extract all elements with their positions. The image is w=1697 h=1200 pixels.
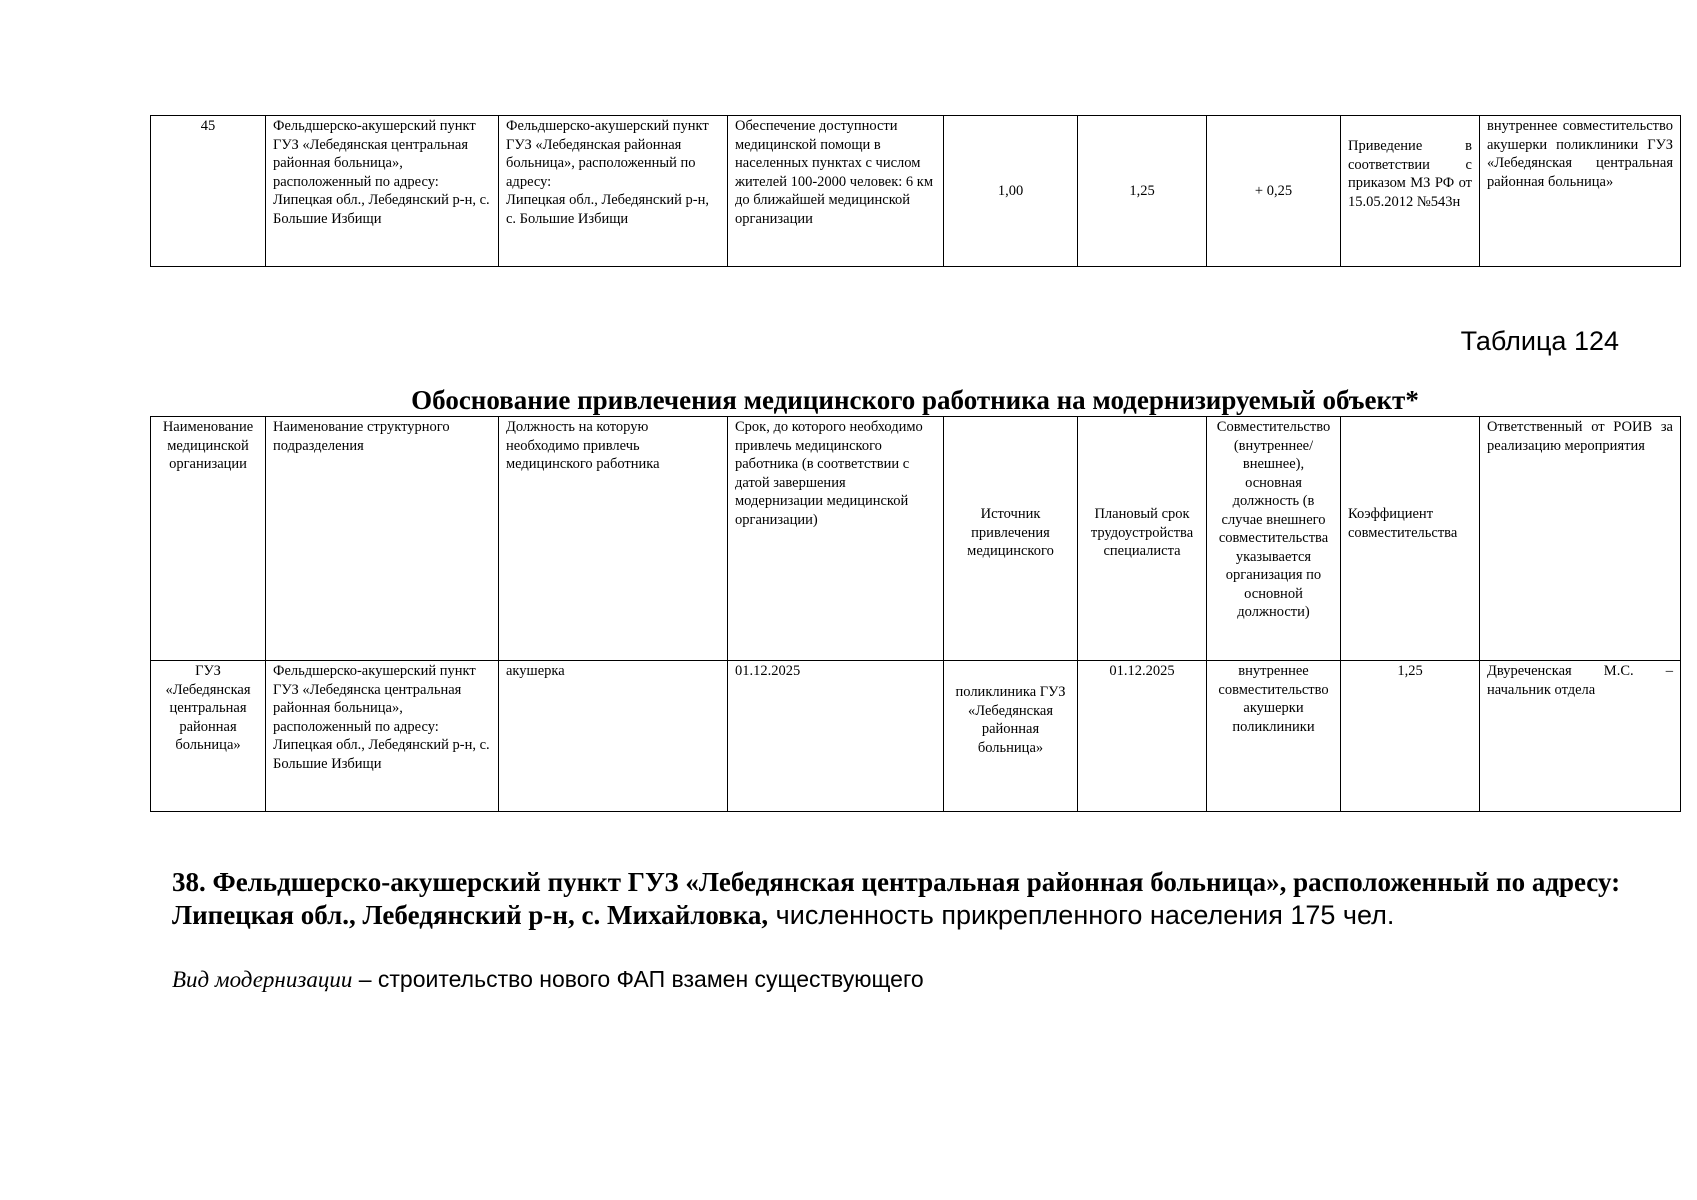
section-heading-bold: 38. Фельдшерско-акушерский пункт ГУЗ «Лебедянская центральная районная больница», расположенный по адресу: Липецкая обл., Лебедянский р-н, с. Михайловка, xyxy=(172,867,1621,930)
combination-cell: внутреннее совместительство акушерки поликлиники xyxy=(1207,661,1341,812)
header-responsible: Ответственный от РОИВ за реализацию мероприятия xyxy=(1480,417,1681,661)
org-cell: ГУЗ «Лебедянская центральная районная больница» xyxy=(151,661,266,812)
deadline-cell: 01.12.2025 xyxy=(728,661,944,812)
modernization-line xyxy=(172,966,924,993)
delta-cell: + 0,25 xyxy=(1207,116,1341,267)
unit-cell: Фельдшерско-акушерский пункт ГУЗ «Лебедянска центральная районная больница», расположенный по адресу: Липецкая обл., Лебедянский р-н, с. Большие Избищи xyxy=(266,661,499,812)
reason-cell: Обеспечение доступности медицинской помощи в населенных пунктах с числом жителей 100-2000 человек: 6 км до ближайшей медицинской организации xyxy=(728,116,944,267)
header-combination: Совместительство (внутреннее/внешнее), основная должность (в случае внешнего совместительства указывается организация по основной должности) xyxy=(1207,417,1341,661)
table-row xyxy=(151,116,1681,267)
value-required-cell: 1,25 xyxy=(1078,116,1207,267)
source-cell: поликлиника ГУЗ «Лебедянская районная больница» xyxy=(944,661,1078,812)
header-row xyxy=(151,417,1681,661)
modernization-text: – строительство нового ФАП взамен существующего xyxy=(352,966,924,992)
header-position: Должность на которую необходимо привлечь медицинского работника xyxy=(499,417,728,661)
header-source: Источник привлечения медицинского xyxy=(944,417,1078,661)
previous-table xyxy=(150,115,1681,267)
unit-cell-2: Фельдшерско-акушерский пункт ГУЗ «Лебедянская районная больница», расположенный по адресу: Липецкая обл., Лебедянский р-н, с. Большие Избищи xyxy=(499,116,728,267)
coefficient-cell: 1,25 xyxy=(1341,661,1480,812)
table-row xyxy=(151,661,1681,812)
header-deadline: Срок, до которого необходимо привлечь медицинского работника (в соответствии с датой завершения модернизации медицинской организации) xyxy=(728,417,944,661)
header-plan-date: Плановый срок трудоустройства специалиста xyxy=(1078,417,1207,661)
unit-cell: Фельдшерско-акушерский пункт ГУЗ «Лебедянская центральная районная больница», расположенный по адресу: Липецкая обл., Лебедянский р-н, с. Большие Избищи xyxy=(266,116,499,267)
basis-cell: Приведение в соответствии с приказом МЗ РФ от 15.05.2012 №543н xyxy=(1341,116,1480,267)
row-number: 45 xyxy=(151,116,266,267)
note-cell: внутреннее совместительство акушерки поликлиники ГУЗ «Лебедянская центральная районная больница» xyxy=(1480,116,1681,267)
section-heading-regular: численность прикрепленного населения 175 чел. xyxy=(768,900,1395,930)
responsible-cell: Двуреченская М.С. – начальник отдела xyxy=(1480,661,1681,812)
modernization-label: Вид модернизации xyxy=(172,967,353,992)
table-caption: Таблица 124 xyxy=(1460,326,1619,356)
main-table xyxy=(150,416,1681,812)
plan-date-cell: 01.12.2025 xyxy=(1078,661,1207,812)
value-current-cell: 1,00 xyxy=(944,116,1078,267)
header-unit: Наименование структурного подразделения xyxy=(266,417,499,661)
position-cell: акушерка xyxy=(499,661,728,812)
section-heading xyxy=(172,866,1642,932)
header-coefficient: Коэффициент совместительства xyxy=(1341,417,1480,661)
header-org: Наименование медицинской организации xyxy=(151,417,266,661)
table-title: Обоснование привлечения медицинского работника на модернизируемый объект* xyxy=(411,385,1419,415)
